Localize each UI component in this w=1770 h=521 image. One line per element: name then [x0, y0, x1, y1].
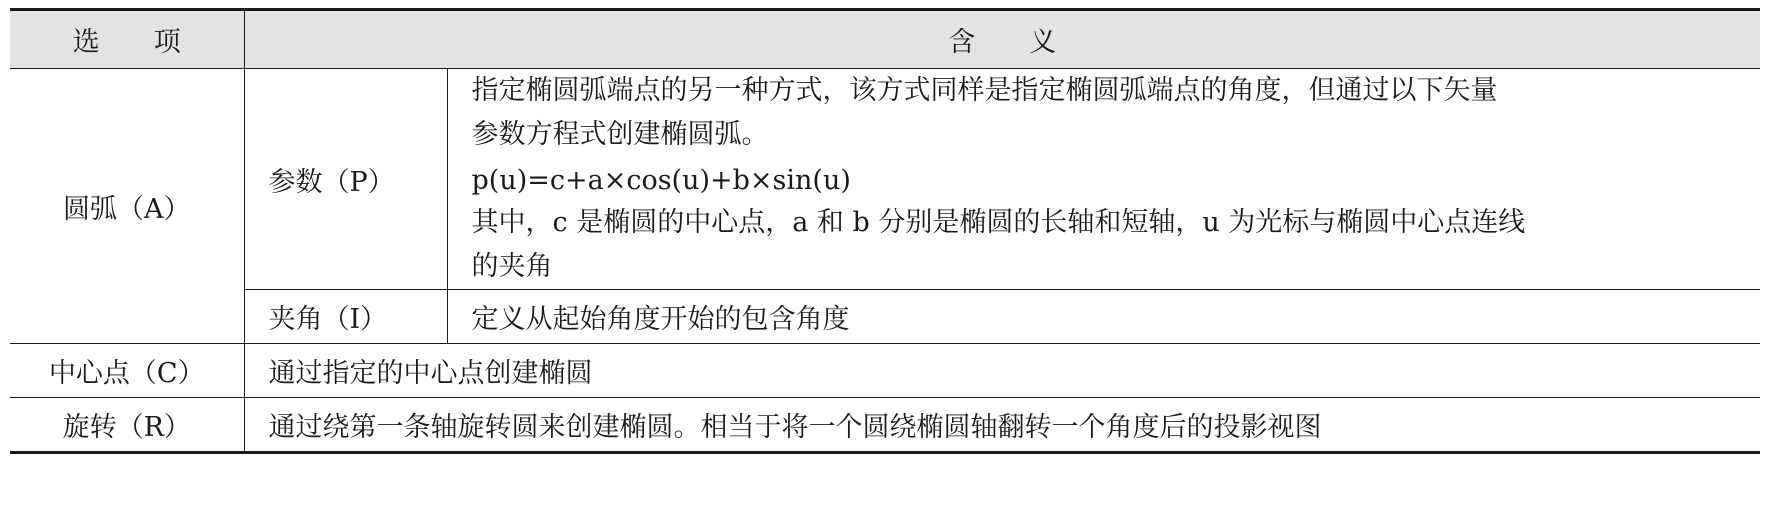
header-meaning: 含 义 — [244, 10, 1760, 69]
description-line: 的夹角 — [471, 251, 553, 282]
option-arc: 圆弧（A） — [10, 69, 244, 344]
table-row-center — [10, 344, 1760, 398]
description-rotation: 通过绕第一条轴旋转圆来创建椭圆。相当于将一个圆绕椭圆轴翻转一个角度后的投影视图 — [244, 398, 1760, 453]
options-table — [10, 8, 1760, 454]
description-line: 指定椭圆弧端点的另一种方式，该方式同样是指定椭圆弧端点的角度，但通过以下矢量 — [471, 75, 1498, 106]
description-parameter — [447, 69, 1760, 290]
header-option: 选 项 — [10, 10, 244, 69]
description-included-angle: 定义从起始角度开始的包含角度 — [447, 290, 1760, 344]
option-rotation: 旋转（R） — [10, 398, 244, 453]
table-row-arc — [10, 69, 1760, 290]
table-row-included-angle — [10, 290, 1760, 344]
suboption-parameter: 参数（P） — [244, 69, 447, 290]
suboption-included-angle: 夹角（I） — [244, 290, 447, 344]
description-line: 参数方程式创建椭圆弧。 — [471, 119, 769, 150]
option-center: 中心点（C） — [10, 344, 244, 398]
description-line: 其中，c 是椭圆的中心点，a 和 b 分别是椭圆的长轴和短轴，u 为光标与椭圆中心点连线 — [471, 207, 1526, 238]
formula-line: p(u)=c+a×cos(u)+b×sin(u) — [471, 165, 851, 196]
description-center: 通过指定的中心点创建椭圆 — [244, 344, 1760, 398]
table-row-rotation — [10, 398, 1760, 453]
